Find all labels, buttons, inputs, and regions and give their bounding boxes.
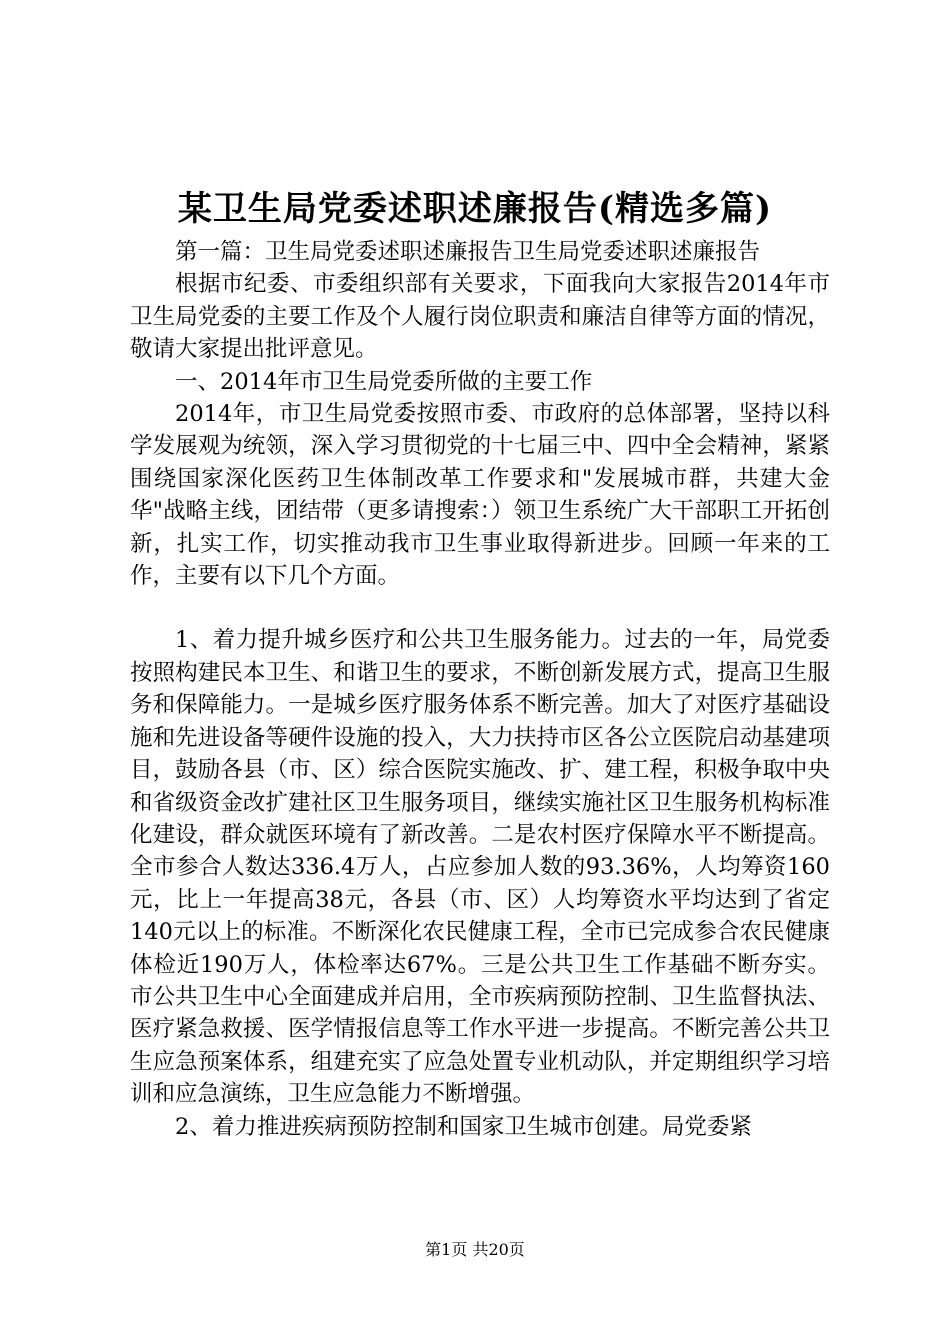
section-heading-main-work: 一、2014年市卫生局党委所做的主要工作 (175, 368, 593, 395)
overview-paragraph: 2014年，市卫生局党委按照市委、市政府的总体部署，坚持以科学发展观为统领，深入学习贯彻党的十七届三中、四中全会精神，紧紧围绕国家深化医药卫生体制改革工作要求和"发展城市群，共建大金华"战略主线，团结带（更多请搜索：）领卫生系统广大干部职工开拓创新，扎实工作，切实推动我市卫生事业取得新进步。回顾一年来的工作，主要有以下几个方面。 (130, 401, 830, 590)
intro-paragraph: 根据市纪委、市委组织部有关要求，下面我向大家报告2014年市卫生局党委的主要工作及个人履行岗位职责和廉洁自律等方面的情况，敬请大家提出批评意见。 (130, 271, 830, 363)
item-1-paragraph: 1、着力提升城乡医疗和公共卫生服务能力。过去的一年，局党委按照构建民本卫生、和谐卫生的要求，不断创新发展方式，提高卫生服务和保障能力。一是城乡医疗服务体系不断完善。加大了对医疗基础设施和先进设备等硬件设施的投入，大力扶持市区各公立医院启动基建项目，鼓励各县（市、区）综合医院实施改、扩、建工程，积极争取中央和省级资金改扩建社区卫生服务项目，继续实施社区卫生服务机构标准化建设，群众就医环境有了新改善。二是农村医疗保障水平不断提高。全市参合人数达336.4万人，占应参加人数的93.36%，人均筹资160元，比上一年提高38元，各县（市、区）人均筹资水平均达到了省定140元以上的标准。不断深化农民健康工程，全市已完成参合农民健康体检近190万人，体检率达67%。三是公共卫生工作基础不断夯实。市公共卫生中心全面建成并启用，全市疾病预防控制、卫生监督执法、医疗紧急救援、医学情报信息等工作水平进一步提高。不断完善公共卫生应急预案体系，组建充实了应急处置专业机动队，并定期组织学习培训和应急演练，卫生应急能力不断增强。 (130, 627, 830, 1108)
page-indicator: 第1页 共20页 (425, 1240, 525, 1259)
item-2-paragraph: 2、着力推进疾病预防控制和国家卫生城市创建。局党委紧 (175, 1113, 752, 1140)
section-heading-first: 第一篇：卫生局党委述职述廉报告卫生局党委述职述廉报告 (175, 239, 761, 265)
document-title: 某卫生局党委述职述廉报告(精选多篇) (177, 189, 773, 229)
document-body (130, 236, 830, 1143)
